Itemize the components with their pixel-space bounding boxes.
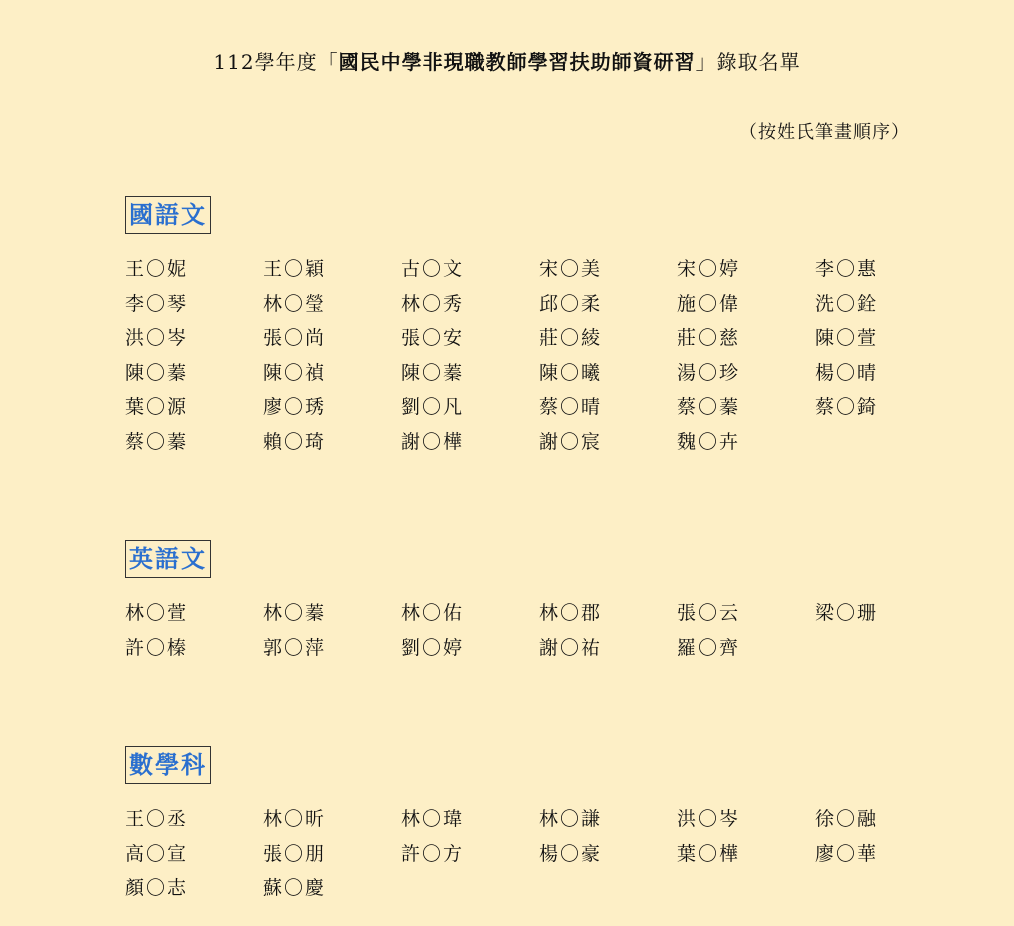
list-item: 王〇穎 — [263, 258, 327, 280]
list-item: 郭〇萍 — [263, 636, 327, 659]
list-item: 楊〇豪 — [539, 842, 603, 865]
page-title — [0, 46, 1014, 75]
list-item: 莊〇綾 — [539, 327, 603, 349]
list-item: 謝〇祐 — [539, 636, 603, 659]
section-heading-english: 英語文 — [125, 540, 211, 578]
list-item: 廖〇琇 — [263, 396, 327, 418]
list-item: 林〇郡 — [539, 602, 603, 624]
list-item: 楊〇晴 — [815, 361, 879, 384]
list-item: 蔡〇晴 — [539, 396, 603, 418]
list-item: 魏〇卉 — [677, 430, 741, 453]
list-item: 劉〇凡 — [401, 396, 465, 418]
list-item: 蔡〇蓁 — [677, 396, 741, 418]
list-item: 陳〇曦 — [539, 361, 603, 384]
section-heading-math: 數學科 — [125, 746, 211, 784]
list-item: 劉〇婷 — [401, 636, 465, 659]
list-item: 李〇琴 — [125, 292, 189, 315]
name-list-english — [125, 596, 945, 665]
list-item: 宋〇婷 — [677, 258, 741, 280]
list-item: 林〇謙 — [539, 808, 603, 830]
list-item: 宋〇美 — [539, 258, 603, 280]
list-item: 張〇安 — [401, 327, 465, 349]
list-item: 陳〇禎 — [263, 361, 327, 384]
list-item: 梁〇珊 — [815, 602, 879, 624]
list-item: 李〇惠 — [815, 258, 879, 280]
list-item: 林〇瑋 — [401, 808, 465, 830]
list-item: 林〇秀 — [401, 292, 465, 315]
sort-order-note: （按姓氏筆畫順序） — [739, 122, 910, 143]
section-chinese — [125, 196, 945, 459]
list-item: 謝〇宸 — [539, 430, 603, 453]
list-item: 施〇偉 — [677, 292, 741, 315]
list-item: 葉〇源 — [125, 396, 189, 418]
list-item: 洗〇銓 — [815, 292, 879, 315]
section-english — [125, 540, 945, 665]
list-item: 許〇方 — [401, 842, 465, 865]
name-list-math — [125, 802, 945, 906]
page-title-suffix: 」錄取名單 — [695, 50, 801, 74]
list-item: 陳〇萱 — [815, 327, 879, 349]
list-item: 蔡〇蓁 — [125, 430, 189, 453]
list-item: 高〇宣 — [125, 842, 189, 865]
list-item: 林〇佑 — [401, 602, 465, 624]
list-item: 古〇文 — [401, 258, 465, 280]
list-item: 羅〇齊 — [677, 636, 741, 659]
list-item: 陳〇蓁 — [125, 361, 189, 384]
list-item: 蘇〇慶 — [263, 877, 327, 899]
list-item: 張〇云 — [677, 602, 741, 624]
list-item: 林〇萱 — [125, 602, 189, 624]
page-title-prefix: 112學年度「 — [213, 50, 339, 74]
list-item: 王〇妮 — [125, 258, 189, 280]
list-item: 莊〇慈 — [677, 327, 741, 349]
section-heading-chinese: 國語文 — [125, 196, 211, 234]
list-item: 蔡〇錡 — [815, 396, 879, 418]
page-title-main: 國民中學非現職教師學習扶助師資研習 — [338, 50, 696, 74]
list-item: 謝〇樺 — [401, 430, 465, 453]
list-item: 林〇昕 — [263, 808, 327, 830]
list-item: 邱〇柔 — [539, 292, 603, 315]
list-item: 廖〇華 — [815, 842, 879, 865]
list-item: 顏〇志 — [125, 877, 189, 899]
list-item: 林〇瑩 — [263, 292, 327, 315]
name-list-chinese — [125, 252, 945, 459]
list-item: 張〇尚 — [263, 327, 327, 349]
list-item: 張〇朋 — [263, 842, 327, 865]
section-math — [125, 746, 945, 906]
list-item: 王〇丞 — [125, 808, 189, 830]
list-item: 葉〇樺 — [677, 842, 741, 865]
list-item: 許〇榛 — [125, 636, 189, 659]
list-item: 賴〇琦 — [263, 430, 327, 453]
list-item: 洪〇岑 — [125, 327, 189, 349]
list-item: 洪〇岑 — [677, 808, 741, 830]
list-item: 湯〇珍 — [677, 361, 741, 384]
list-item: 林〇蓁 — [263, 602, 327, 624]
list-item: 徐〇融 — [815, 808, 879, 830]
list-item: 陳〇蓁 — [401, 361, 465, 384]
